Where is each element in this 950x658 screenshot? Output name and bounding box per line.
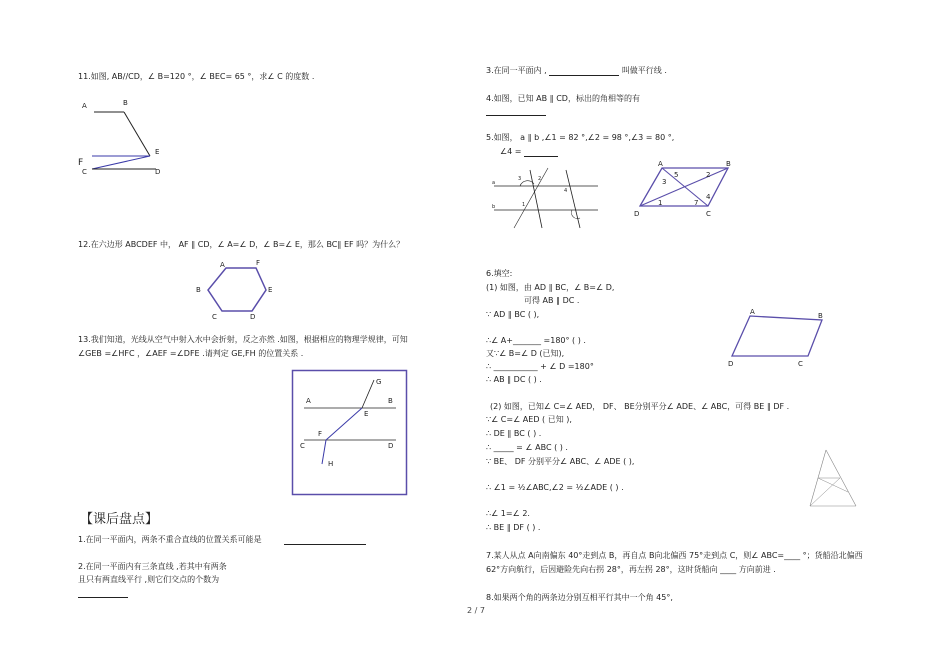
q6-1-line-2: ∵ AD ∥ BC ( ),: [486, 310, 540, 319]
q6-1-line-3: ∴∠ A+_______ =180° ( ) .: [486, 336, 586, 345]
label-q11-C: C: [82, 168, 87, 176]
question-8: 8.如果两个角的两条边分别互相平行其中一个角 45°,: [486, 593, 673, 602]
label-q12-C: C: [212, 313, 217, 321]
question-4-blank-row: [486, 106, 546, 116]
label-q6-A: A: [750, 308, 755, 316]
label-q11-D: D: [155, 168, 161, 176]
q6-2-line-6: ∴∠ 1=∠ 2.: [486, 509, 530, 518]
label-q5b-D: D: [634, 210, 640, 218]
label-q13-E: E: [364, 410, 369, 418]
page-number: 2 / 7: [467, 606, 485, 615]
q6-1-line-6: ∴ AB ∥ DC ( ) .: [486, 375, 542, 384]
label-q12-A: A: [220, 261, 225, 269]
label-q12-D: D: [250, 313, 256, 321]
q6-2-line-7: ∴ BE ∥ DF ( ) .: [486, 523, 541, 532]
question-13-line2: ∠GEB =∠HFC ，∠AEF =∠DFE .请判定 GE,FH 的位置关系 .: [78, 349, 304, 358]
figure-q5-parallelogram: [630, 160, 742, 222]
q6-2-line-5: ∴ ∠1 = ½∠ABC,∠2 = ½∠ADE ( ) .: [486, 483, 624, 492]
question-5: 5.如图， a ∥ b ,∠1 = 82 °,∠2 = 98 °,∠3 = 80 °,: [486, 133, 675, 142]
practice-1: 1.在同一平面内，两条不重合直线的位置关系可能是: [78, 535, 366, 545]
answer-blank-1[interactable]: [284, 536, 366, 545]
section-title-after-class: 【课后盘点】: [80, 512, 159, 527]
label-q12-F: F: [256, 259, 261, 267]
label-q13-C: C: [300, 442, 305, 450]
label-q5b-4: 4: [706, 193, 711, 201]
label-q6-C: C: [798, 360, 803, 368]
label-q5-4: 4: [564, 188, 568, 194]
label-q13-H: H: [328, 460, 334, 468]
answer-blank-5[interactable]: [524, 148, 558, 157]
label-q12-E: E: [268, 286, 273, 294]
q6-2-line-4: ∵ BE、 DF 分别平分∠ ABC、∠ ADE ( ),: [486, 457, 635, 466]
question-4: 4.如图，已知 AB ∥ CD，标出的角相等的有: [486, 94, 640, 103]
label-q11-B: B: [123, 99, 128, 107]
label-q5b-3: 3: [662, 178, 667, 186]
figure-q5-parallel-lines: [490, 168, 602, 230]
label-q13-B: B: [388, 397, 393, 405]
label-q5b-2: 2: [706, 171, 711, 179]
figure-q13: [292, 370, 408, 496]
figure-q11: [76, 98, 176, 178]
question-12: 12.在六边形 ABCDEF 中， AF ∥ CD，∠ A=∠ D，∠ B=∠ E，那么 BC∥ EF 吗？为什么？: [78, 240, 405, 249]
practice-2-blank-row: [78, 588, 128, 598]
label-q13-A: A: [306, 397, 311, 405]
label-q5-1: 1: [522, 202, 526, 208]
label-q6-D: D: [728, 360, 734, 368]
q6-1-line-4: 又∵∠ B=∠ D (已知),: [486, 349, 565, 358]
question-3: 3.在同一平面内 , 叫做平行线 .: [486, 66, 667, 75]
figure-q6-triangle: [806, 448, 860, 512]
figure-hexagon-q12: [194, 259, 274, 319]
question-13-line1: 13.我们知道，光线从空气中射入水中会折射，反之亦然 .如图，根据相应的物理学规律，可知: [78, 335, 408, 344]
label-q13-F: F: [318, 430, 323, 438]
label-q13-D: D: [388, 442, 394, 450]
question-6-title: 6.填空:: [486, 269, 513, 278]
question-7-line1: 7.某人从点 A向南偏东 40°走到点 B，再自点 B向北偏西 75°走到点 C，则∠ ABC=____ °；货船沿北偏西: [486, 551, 863, 560]
label-q5-a: a: [492, 180, 496, 186]
q6-2-line-3: ∴ _____ = ∠ ABC ( ) .: [486, 443, 568, 452]
label-q5b-5: 5: [674, 171, 679, 179]
answer-blank-3[interactable]: [549, 67, 619, 76]
label-q11-F: F: [78, 158, 84, 168]
label-q11-E: E: [155, 148, 160, 156]
q6-1-line-5: ∴ ___________ + ∠ D =180°: [486, 362, 594, 371]
answer-blank-4[interactable]: [486, 107, 546, 116]
q6-2-line-1: ∵∠ C=∠ AED ( 已知 ),: [486, 415, 572, 424]
label-q5-b: b: [492, 204, 496, 210]
label-q5b-B: B: [726, 160, 731, 168]
label-q11-A: A: [82, 102, 87, 110]
practice-2-line2: 且只有两直线平行 ,则它们交点的个数为: [78, 575, 220, 584]
q6-1-line-1: 可得 AB ∥ DC .: [524, 296, 580, 305]
label-q5b-7: 7: [694, 199, 699, 207]
label-q5-3: 3: [518, 176, 522, 182]
figure-q6-parallelogram: [724, 308, 834, 372]
label-q5b-1: 1: [658, 199, 663, 207]
question-11: 11.如图, AB//CD，∠ B=120 °，∠ BEC= 65 °，求∠ C 的度数 .: [78, 72, 315, 81]
practice-2-line1: 2.在同一平面内有三条直线 ,若其中有两条: [78, 562, 227, 571]
question-5-answer: ∠4 =: [500, 147, 558, 157]
q6-2-line-0: (2) 如图，已知∠ C=∠ AED， DF、 BE分别平分∠ ADE、∠ ABC，可得 BE ∥ DF .: [490, 402, 790, 411]
label-q5-2: 2: [538, 176, 542, 182]
answer-blank-2[interactable]: [78, 589, 128, 598]
question-7-line2: 62°方向航行，后因避险先向右拐 28°，再左拐 28°，这时货船向 ____ 方向前进 .: [486, 565, 776, 574]
label-q5b-C: C: [706, 210, 711, 218]
q6-1-line-0: (1) 如图，由 AD ∥ BC，∠ B=∠ D,: [486, 283, 615, 292]
label-q13-G: G: [376, 378, 382, 386]
label-q5b-A: A: [658, 160, 663, 168]
q6-2-line-2: ∴ DE ∥ BC ( ) .: [486, 429, 542, 438]
label-q12-B: B: [196, 286, 201, 294]
label-q6-B: B: [818, 312, 823, 320]
